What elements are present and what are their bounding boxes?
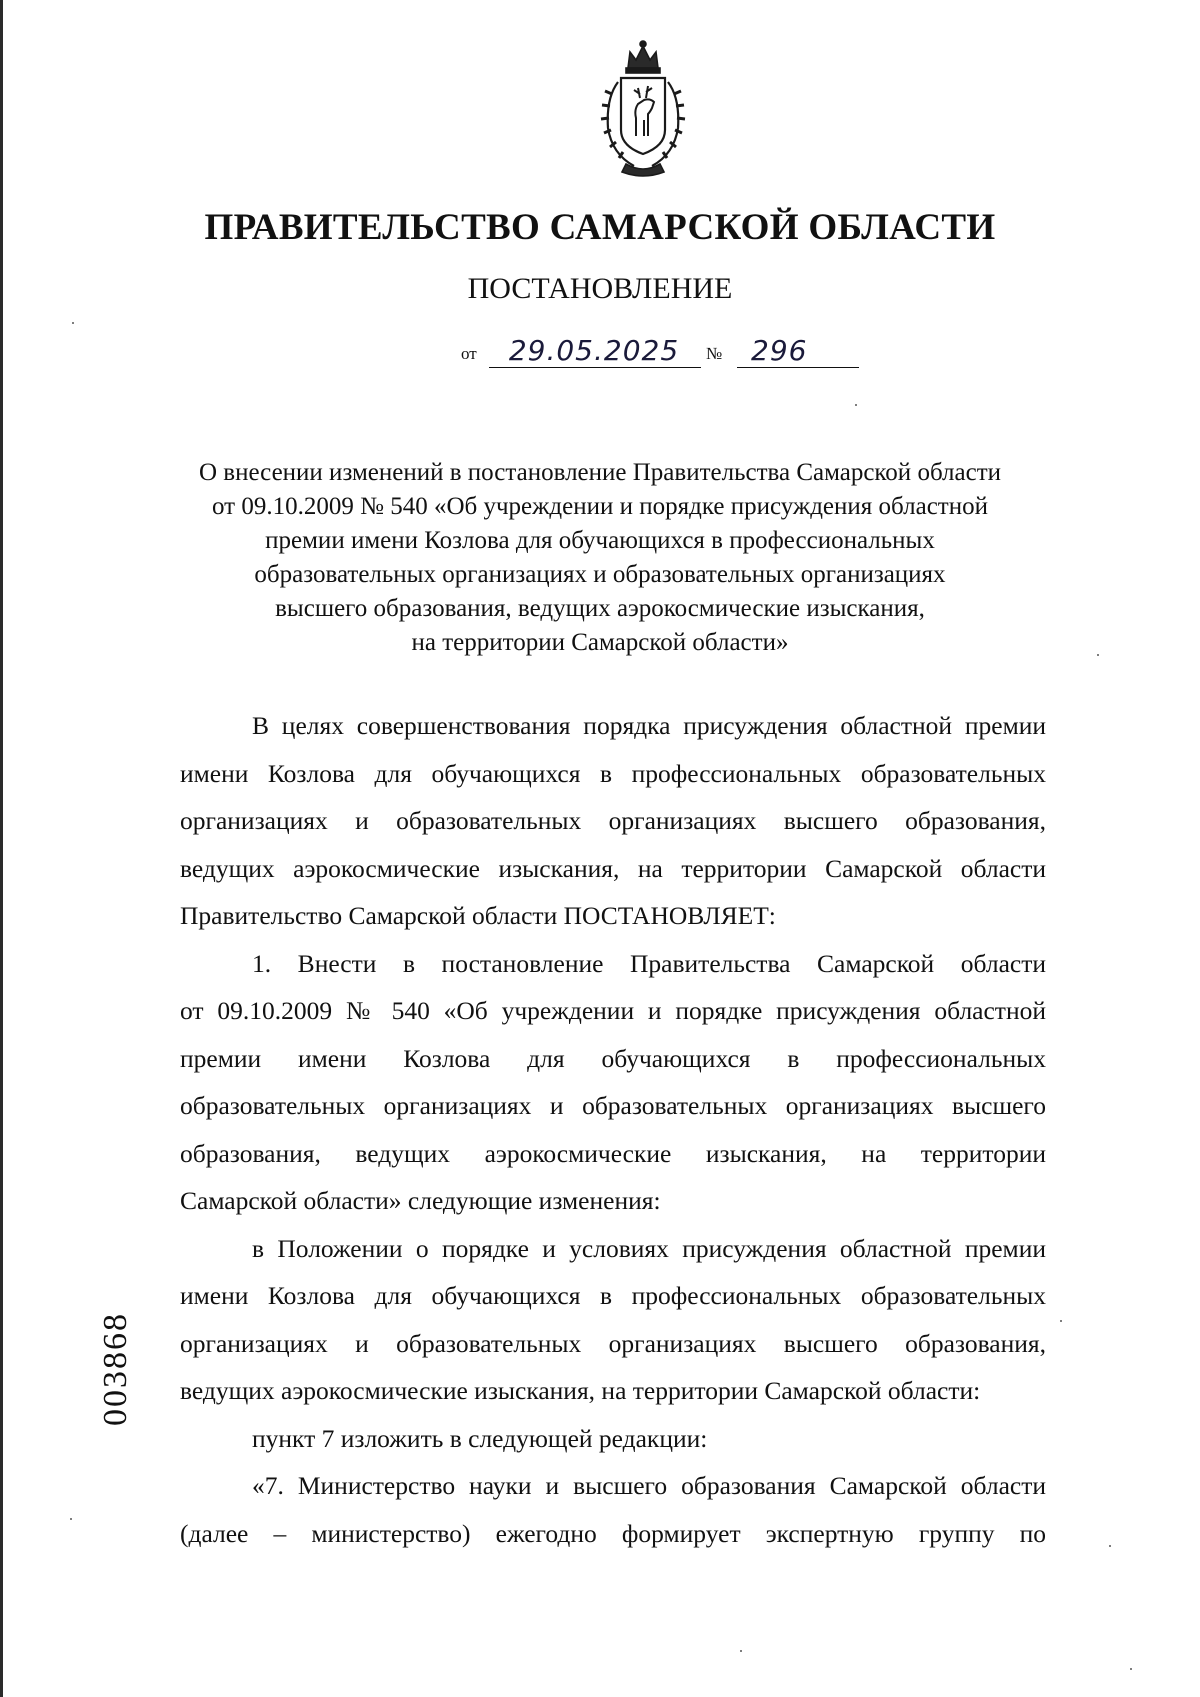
document-body [180, 702, 1046, 1557]
scan-speck [70, 1518, 72, 1520]
body-line: имени Козлова для обучающихся в профессиональных образовательных [180, 758, 1046, 788]
date-number-line [461, 330, 861, 370]
scan-speck [1109, 1545, 1111, 1547]
subject-line: образовательных организациях и образовательных организациях [254, 561, 946, 588]
date-from-label: от [461, 344, 477, 363]
body-line: «7. Министерство науки и высшего образования Самарской области [252, 1471, 1046, 1500]
document-type: ПОСТАНОВЛЕНИЕ [467, 272, 733, 305]
body-line: Правительство Самарской области ПОСТАНОВЛЯЕТ: [180, 901, 776, 930]
paragraph-regulation [180, 1225, 1046, 1415]
paragraph-point-7 [180, 1415, 1046, 1463]
body-line: Самарской области» следующие изменения: [180, 1186, 661, 1215]
body-line: организациях и образовательных организациях высшего образования, [180, 1328, 1046, 1358]
paragraph-preamble [180, 702, 1046, 940]
body-line: В целях совершенствования порядка присуждения областной премии [252, 711, 1046, 740]
scan-speck [72, 322, 74, 324]
body-line: образования, ведущих аэрокосмические изыскания, на территории [180, 1138, 1046, 1168]
coat-of-arms-emblem [588, 38, 698, 180]
registration-number: 003868 [97, 1312, 134, 1426]
number-label: № [706, 344, 723, 363]
body-line: организациях и образовательных организациях высшего образования, [180, 806, 1046, 835]
body-line: имени Козлова для обучающихся в профессиональных образовательных [180, 1281, 1046, 1310]
handwritten-date: 29.05.2025 [508, 334, 680, 367]
paragraph-new-text [180, 1462, 1046, 1557]
subject-line: от 09.10.2009 № 540 «Об учреждении и порядке присуждения областной [212, 493, 988, 520]
government-title: ПРАВИТЕЛЬСТВО САМАРСКОЙ ОБЛАСТИ [204, 207, 996, 248]
scan-speck [855, 404, 857, 406]
scan-edge [0, 0, 3, 1697]
body-line: 1. Внести в постановление Правительства Самарской области [252, 948, 1046, 978]
body-line: ведущих аэрокосмические изыскания, на территории Самарской области [180, 853, 1046, 883]
date-underline [489, 367, 701, 369]
body-line: (далее – министерство) ежегодно формирует экспертную группу по [180, 1518, 1046, 1548]
body-line: ведущих аэрокосмические изыскания, на территории Самарской области: [180, 1376, 981, 1405]
body-line: пункт 7 изложить в следующей редакции: [252, 1423, 708, 1453]
number-underline [737, 367, 859, 369]
scan-speck [1060, 1320, 1062, 1322]
paragraph-item-1 [180, 940, 1046, 1225]
scan-speck [1130, 1668, 1132, 1670]
subject-line: О внесении изменений в постановление Правительства Самарской области [198, 459, 1002, 486]
body-line: образовательных организациях и образовательных организациях высшего [180, 1091, 1046, 1120]
scan-speck [1097, 654, 1099, 656]
scan-speck [740, 1650, 742, 1652]
body-line: премии имени Козлова для обучающихся в профессиональных [180, 1043, 1046, 1073]
handwritten-number: 296 [751, 334, 808, 367]
subject-line: на территории Самарской области» [411, 629, 789, 656]
document-subject [160, 456, 1040, 660]
body-line: от 09.10.2009 № 540 «Об учреждении и порядке присуждения областной [180, 996, 1046, 1025]
body-line: в Положении о порядке и условиях присуждения областной премии [252, 1233, 1046, 1263]
subject-line: премии имени Козлова для обучающихся в профессиональных [265, 527, 935, 554]
subject-line: высшего образования, ведущих аэрокосмические изыскания, [275, 595, 925, 622]
